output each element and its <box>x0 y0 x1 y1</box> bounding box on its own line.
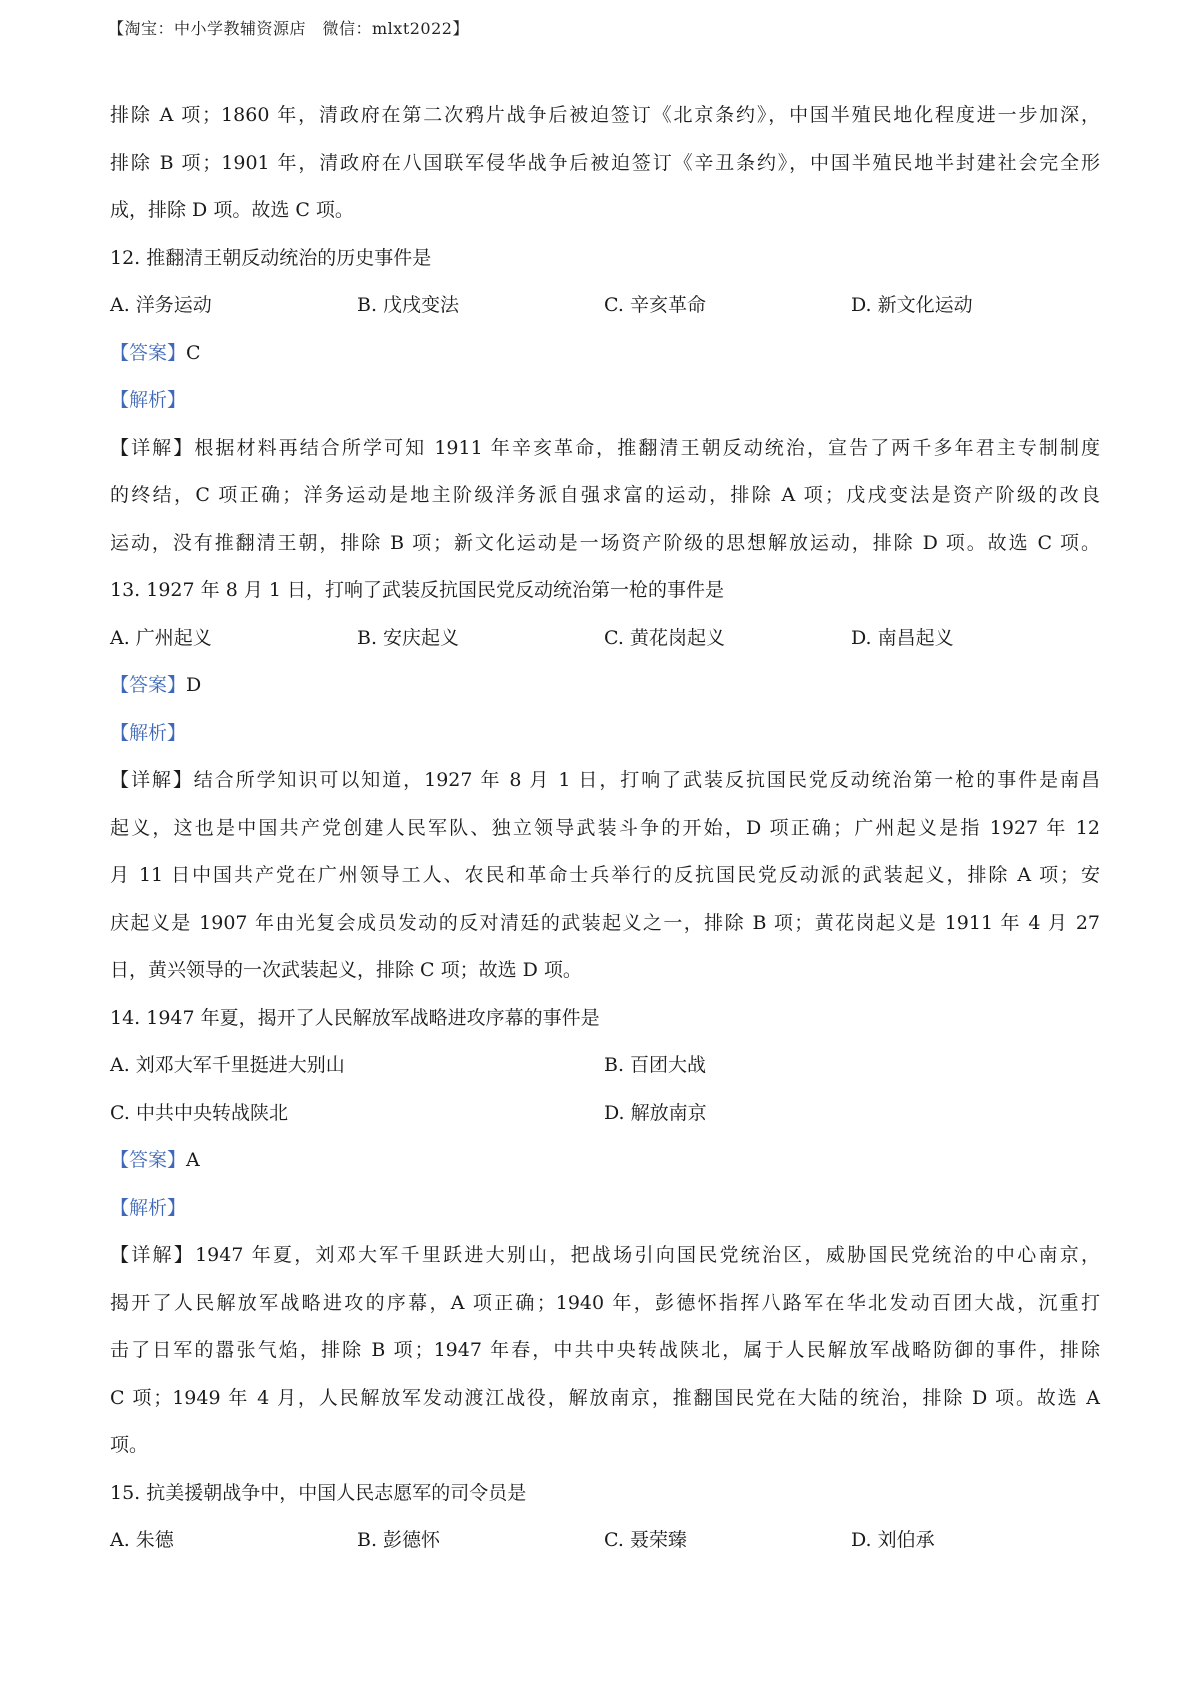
detail-label: 【详解】 <box>110 769 194 791</box>
detail-line-12 <box>110 425 1100 473</box>
analysis-label: 【解析】 <box>110 1196 187 1219</box>
option-d: D. 刘伯承 <box>851 1529 935 1551</box>
answer-row-14 <box>110 1137 1100 1185</box>
option-c: C. 聂荣臻 <box>604 1529 687 1551</box>
detail-line-14: 击了日军的嚣张气焰，排除 B 项；1947 年春，中共中央转战陕北，属于人民解放军战略防御的事件，排除 <box>110 1339 1100 1361</box>
analysis-label: 【解析】 <box>110 721 187 744</box>
detail-line-13: 日，黄兴领导的一次武装起义，排除 C 项；故选 D 项。 <box>110 959 582 981</box>
answer-value: C <box>186 341 201 364</box>
detail-line-12: 运动，没有推翻清王朝，排除 B 项；新文化运动是一场资产阶级的思想解放运动，排除 D 项。故选 C 项。 <box>110 531 1100 554</box>
option-b: B. 百团大战 <box>604 1054 707 1076</box>
detail-line-13: 起义，这也是中国共产党创建人民军队、独立领导武装斗争的开始，D 项正确；广州起义是指 1927 年 12 <box>110 816 1100 839</box>
answer-value: A <box>186 1149 200 1171</box>
answer-label: 【答案】 <box>110 341 187 364</box>
answer-row-13 <box>110 662 1100 710</box>
question-stem-13: 13. 1927 年 8 月 1 日，打响了武装反抗国民党反动统治第一枪的事件是 <box>110 579 724 601</box>
detail-text: 结合所学知识可以知道，1927 年 8 月 1 日，打响了武装反抗国民党反动统治第一枪的事件是南昌 <box>193 769 1100 791</box>
question-options-13 <box>110 615 1100 663</box>
question-options-14-row1 <box>110 1042 1100 1090</box>
option-b: B. 戊戌变法 <box>357 294 460 316</box>
detail-line-12: 的终结，C 项正确；洋务运动是地主阶级洋务派自强求富的运动，排除 A 项；戊戌变法是资产阶级的改良 <box>110 484 1100 506</box>
analysis-row-12 <box>110 377 1100 425</box>
answer-value: D <box>186 674 202 696</box>
option-a: A. 洋务运动 <box>110 294 212 316</box>
option-d: D. 解放南京 <box>604 1101 707 1124</box>
option-d: D. 新文化运动 <box>851 294 973 316</box>
detail-line-14: 项。 <box>110 1434 149 1456</box>
question-stem-14: 14. 1947 年夏，揭开了人民解放军战略进攻序幕的事件是 <box>110 1006 600 1029</box>
detail-line-14: C 项；1949 年 4 月，人民解放军发动渡江战役，解放南京，推翻国民党在大陆的统治，排除 D 项。故选 A <box>110 1386 1100 1409</box>
answer-row-12 <box>110 330 1100 378</box>
option-c: C. 中共中央转战陕北 <box>110 1101 288 1124</box>
question-stem-15: 15. 抗美援朝战争中，中国人民志愿军的司令员是 <box>110 1481 527 1504</box>
intro-line: 排除 B 项；1901 年，清政府在八国联军侵华战争后被迫签订《辛丑条约》，中国半殖民地半封建社会完全形 <box>110 151 1100 174</box>
detail-text: 根据材料再结合所学可知 1911 年辛亥革命，推翻清王朝反动统治，宣告了两千多年君主专制制度 <box>194 436 1100 459</box>
option-b: B. 彭德怀 <box>357 1529 441 1551</box>
intro-line: 排除 A 项；1860 年，清政府在第二次鸦片战争后被迫签订《北京条约》，中国半殖民地化程度进一步加深， <box>110 104 1100 126</box>
option-c: C. 黄花岗起义 <box>604 626 725 649</box>
option-d: D. 南昌起义 <box>851 626 954 649</box>
answer-label: 【答案】 <box>110 1149 187 1171</box>
question-options-14-row2 <box>110 1090 1100 1138</box>
detail-label: 【详解】 <box>110 1244 196 1266</box>
intro-line: 成，排除 D 项。故选 C 项。 <box>110 199 354 221</box>
detail-line-14: 揭开了人民解放军战略进攻的序幕，A 项正确；1940 年，彭德怀指挥八路军在华北发动百团大战，沉重打 <box>110 1291 1100 1314</box>
question-options-15 <box>110 1517 1100 1565</box>
detail-line-13: 月 11 日中国共产党在广州领导工人、农民和革命士兵举行的反抗国民党反动派的武装起义，排除 A 项；安 <box>110 864 1100 886</box>
option-a: A. 刘邓大军千里挺进大别山 <box>110 1054 345 1076</box>
question-stem-12: 12. 推翻清王朝反动统治的历史事件是 <box>110 246 432 269</box>
option-b: B. 安庆起义 <box>357 626 460 649</box>
option-a: A. 广州起义 <box>110 626 212 649</box>
analysis-row-14 <box>110 1185 1100 1233</box>
detail-label: 【详解】 <box>110 436 195 459</box>
page-content <box>110 92 1100 1565</box>
detail-line-13 <box>110 757 1100 805</box>
detail-text: 1947 年夏，刘邓大军千里跃进大别山，把战场引向国民党统治区，威胁国民党统治的中心南京， <box>195 1244 1100 1266</box>
answer-label: 【答案】 <box>110 674 187 696</box>
question-options-12 <box>110 282 1100 330</box>
analysis-label: 【解析】 <box>110 389 187 411</box>
detail-line-13: 庆起义是 1907 年由光复会成员发动的反对清廷的武装起义之一，排除 B 项；黄花岗起义是 1911 年 4 月 27 <box>110 911 1100 934</box>
analysis-row-13 <box>110 710 1100 758</box>
detail-line-14 <box>110 1232 1100 1280</box>
page-header: 【淘宝：中小学教辅资源店 微信：mlxt2022】 <box>108 19 469 38</box>
option-c: C. 辛亥革命 <box>604 294 706 316</box>
option-a: A. 朱德 <box>110 1529 174 1551</box>
